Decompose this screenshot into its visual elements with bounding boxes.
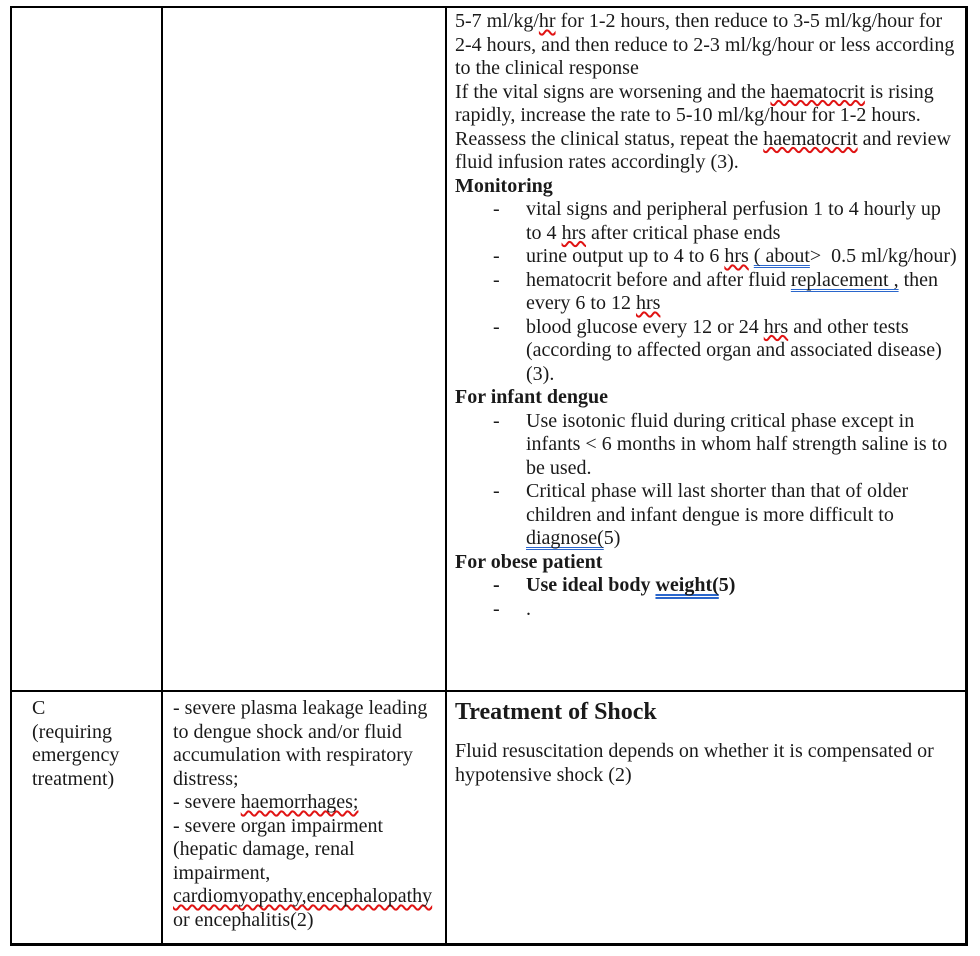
paragraph [455,740,957,787]
list-bullet-dash: - [493,268,500,291]
table-cell-row1-group [12,8,163,692]
text-segment: is rising rapidly, increase the rate to 5-10 ml/kg/hour for 1-2 hours. Reassess the clinical status, repeat the [455,80,934,150]
list-item-text [526,574,735,596]
paragraph [173,791,437,815]
list-item [455,410,959,481]
bold-subheading [455,551,959,575]
list-item-text [526,245,957,267]
spellcheck-flagged-text: hrs [763,315,789,338]
spellcheck-flagged-text: hr [538,10,556,32]
list-item [455,598,959,622]
list-item-text [526,598,531,620]
text-segment: emergency [32,744,120,766]
list-item [455,574,959,598]
text-segment: For obese patient [455,550,603,573]
grammar-flagged-text: replacement , [790,268,899,291]
text-segment: vital signs and peripheral perfusion 1 to 4 hourly up to 4 [526,198,941,244]
list-item [455,480,959,551]
text-segment: (requiring [32,720,112,743]
spellcheck-flagged-text: haematocrit [763,127,858,150]
spellcheck-flagged-text: hrs [724,245,749,267]
paragraph [32,697,157,721]
text-segment: - severe plasma leakage leading to dengue shock and/or fluid accumulation with respiratory distress; [173,697,428,790]
text-segment: hematocrit before and after fluid [526,268,791,291]
text-segment: treatment) [32,767,115,790]
text-segment: . [526,597,531,620]
text-segment: Critical phase will last shorter than that of older children and infant dengue is more difficult to [526,480,909,526]
paragraph [173,697,437,791]
list-item [455,245,959,269]
text-segment: - severe [173,791,241,813]
text-segment: > 0.5 ml/kg/hour) [809,245,957,267]
text-segment: Treatment of Shock [455,699,657,725]
text-segment: urine output up to 4 to 6 [526,245,725,267]
text-segment: 5-7 ml/kg/ [455,10,539,32]
text-segment: - severe organ impairment (hepatic damage, renal impairment, [173,814,384,884]
grammar-flagged-text: ( about [753,245,810,267]
list-bullet-dash: - [493,574,500,596]
list-item [455,316,959,387]
text-segment: and other tests (according to affected organ and associated disease) (3). [526,315,942,385]
list-item [455,269,959,316]
grammar-flagged-text: weight( [655,574,719,596]
paragraph [32,768,157,792]
paragraph [32,744,157,768]
list-bullet-dash: - [493,315,500,338]
paragraph [455,10,959,81]
text-segment: Use isotonic fluid during critical phase except in infants < 6 months in whom half strength saline is to be used. [526,409,948,479]
bold-subheading [455,175,959,199]
spellcheck-flagged-text: haematocrit [770,80,865,103]
list-item-text [526,198,941,244]
table-cell-row2-group [12,692,163,943]
section-heading [455,698,957,727]
text-segment: Use ideal body [526,574,656,596]
list-item [455,198,959,245]
text-segment: If the vital signs are worsening and the [455,80,771,103]
paragraph [32,721,157,745]
grammar-flagged-text: diagnose( [526,527,604,549]
treatment-table [10,6,968,946]
spellcheck-flagged-text: hrs [635,292,661,314]
bold-subheading [455,386,959,410]
table-cell-row1-criteria [163,8,447,692]
text-segment: Monitoring [455,174,553,197]
list-bullet-dash: - [493,245,500,267]
text-segment: for 1-2 hours, then reduce to 3-5 ml/kg/hour for 2-4 hours, and then reduce to 2-3 ml/kg/hour or less according to the clinical response [455,10,955,79]
paragraph [455,81,959,175]
text-segment: after critical phase ends [586,221,781,244]
list-bullet-dash: - [493,409,500,432]
list-item-text [526,410,947,479]
spellcheck-flagged-text: haemorrhages; [240,791,359,813]
text-segment: 5) [603,527,621,549]
text-segment: 5) [718,574,736,596]
spellcheck-flagged-text: hrs [561,221,587,244]
list-item-text [526,316,942,385]
list-item-text [526,269,938,315]
table-cell-row1-management [447,8,965,692]
list-bullet-dash: - [493,597,500,620]
paragraph [173,815,437,933]
text-segment: and review fluid infusion rates accordingly (3). [455,127,951,173]
table-cell-row2-management [447,692,965,943]
text-segment: then every 6 to 12 [526,268,939,314]
text-segment: or encephalitis(2) [173,908,314,931]
list-bullet-dash: - [493,198,500,220]
list-bullet-dash: - [493,480,500,502]
text-segment: Fluid resuscitation depends on whether it is compensated or hypotensive shock (2) [455,740,934,786]
spellcheck-flagged-text: cardiomyopathy,encephalopathy [173,885,433,907]
list-item-text [526,480,908,549]
table-cell-row2-criteria [163,692,447,943]
text-segment: blood glucose every 12 or 24 [526,315,764,338]
text-segment: For infant dengue [455,386,608,408]
text-segment: C [32,697,46,719]
